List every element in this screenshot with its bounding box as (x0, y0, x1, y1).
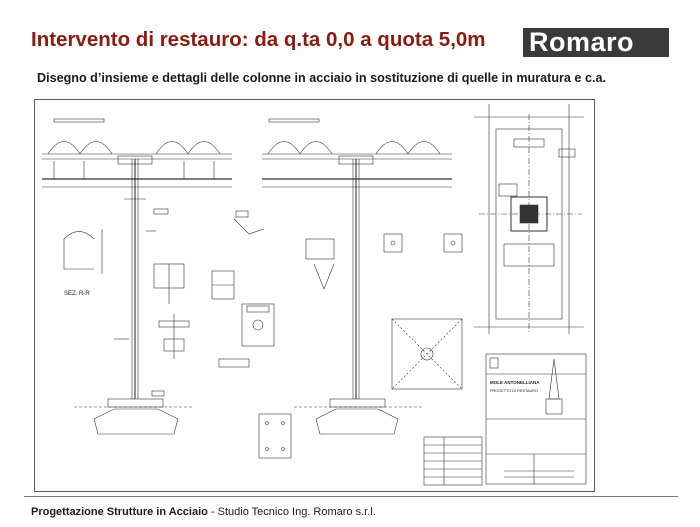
title-block (486, 354, 586, 484)
detail-views-middle (146, 211, 291, 458)
title-block-subject: PROGETTO DI RESTAURO (490, 389, 538, 393)
footer-bold: Progettazione Strutture in Acciaio (31, 506, 208, 518)
section-view-left (42, 119, 232, 434)
title-block-project: MOLE ANTONELLIANA (490, 380, 540, 385)
technical-drawing (34, 99, 595, 492)
footer-divider (24, 496, 678, 497)
slide-title: Intervento di restauro: da q.ta 0,0 a quota 5,0m (31, 28, 486, 51)
slide-subtitle: Disegno d’insieme e dettagli delle colonne in acciaio in sostituzione di quelle in muratura e c.a. (37, 71, 606, 85)
section-label: SEZ. R-R (64, 291, 90, 297)
section-view-center (262, 119, 462, 434)
plan-view-right (474, 104, 584, 334)
revision-table (424, 437, 482, 485)
footer-rest: - Studio Tecnico Ing. Romaro s.r.l. (207, 506, 376, 518)
footer-text (31, 506, 376, 518)
company-logo: Romaro (523, 28, 669, 57)
